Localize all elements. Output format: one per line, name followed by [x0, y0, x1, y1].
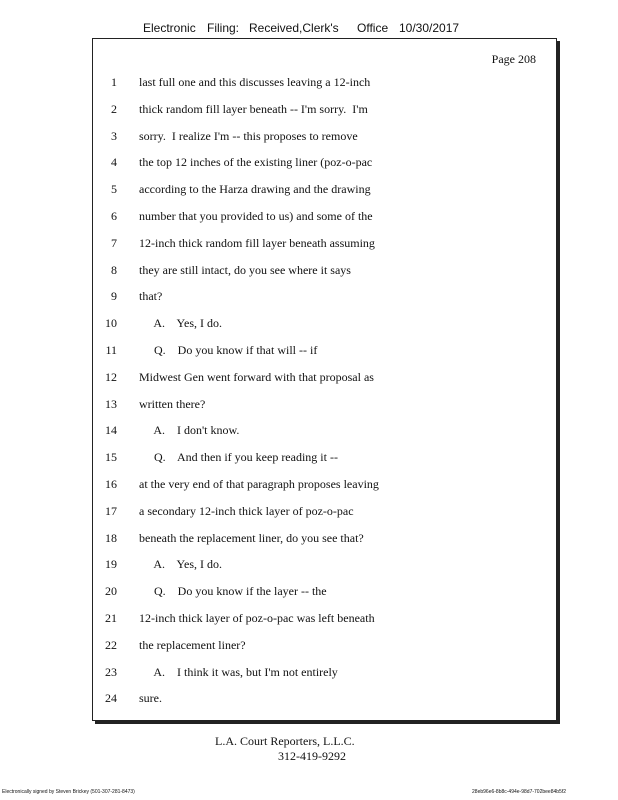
footer-phone: 312-419-9292 — [278, 749, 346, 763]
line-number: 3 — [111, 128, 117, 143]
line-number: 14 — [105, 423, 117, 438]
line-text: 12-inch thick layer of poz-o-pac was left beneath — [139, 611, 375, 625]
line-text: Q. Do you know if that will -- if — [139, 343, 318, 357]
line-text: the replacement liner? — [139, 637, 246, 652]
line-text: that? — [139, 289, 163, 304]
line-text: written there? — [139, 396, 206, 411]
line-number: 8 — [111, 262, 117, 277]
line-number: 6 — [111, 209, 117, 223]
page-number: Page 208 — [491, 52, 536, 66]
line-text: at the very end of that paragraph proposes leaving — [139, 477, 379, 491]
filing-header-filing: Filing: — [207, 21, 240, 35]
line-text: 12-inch thick random fill layer beneath assuming — [139, 235, 375, 250]
line-text: Q. Do you know if the layer -- the — [139, 584, 327, 599]
line-text: A. Yes, I do. — [139, 316, 223, 331]
signature-right: 28eb96e6-8b8c-494e-98d7-702bee84b5f2 — [472, 789, 566, 795]
line-number: 1 — [111, 75, 117, 89]
line-text: a secondary 12-inch thick layer of poz-o-pac — [139, 503, 354, 518]
line-text: A. Yes, I do. — [139, 557, 223, 572]
line-text: the top 12 inches of the existing liner (poz-o-pac — [139, 155, 373, 170]
line-number: 10 — [105, 316, 117, 331]
line-number: 23 — [105, 664, 117, 679]
filing-header-electronic: Electronic — [143, 21, 196, 35]
line-text: beneath the replacement liner, do you see that? — [139, 530, 364, 545]
line-number: 18 — [105, 530, 117, 545]
line-number: 15 — [105, 450, 117, 465]
line-number: 11 — [105, 343, 117, 357]
filing-header-date: 10/30/2017 — [399, 21, 460, 35]
line-text: A. I don't know. — [139, 423, 240, 438]
line-text: Q. And then if you keep reading it -- — [139, 450, 338, 465]
line-number: 20 — [105, 584, 117, 599]
line-number: 24 — [105, 691, 117, 706]
line-text: sure. — [139, 691, 162, 706]
filing-header-office: Office — [357, 21, 389, 35]
line-number: 5 — [111, 182, 117, 197]
filing-header-received: Received,Clerk's — [249, 21, 339, 35]
footer — [215, 734, 385, 764]
footer-company: L.A. Court Reporters, L.L.C. — [215, 734, 355, 748]
line-number: 17 — [105, 503, 117, 518]
line-text: Midwest Gen went forward with that proposal as — [139, 369, 374, 384]
line-text: they are still intact, do you see where it says — [139, 262, 351, 277]
line-text: according to the Harza drawing and the drawing — [139, 182, 371, 197]
line-number: 13 — [105, 396, 117, 411]
line-number: 4 — [111, 155, 117, 170]
line-text: number that you provided to us) and some of the — [139, 209, 373, 223]
line-number: 16 — [105, 477, 117, 491]
line-number: 7 — [111, 235, 117, 250]
line-number: 22 — [105, 637, 117, 652]
line-text: sorry. I realize I'm -- this proposes to remove — [139, 128, 358, 143]
line-text: last full one and this discusses leaving a 12-inch — [139, 75, 371, 89]
line-number: 12 — [105, 369, 117, 384]
transcript-page — [92, 38, 557, 721]
line-number: 2 — [111, 101, 117, 116]
line-text: A. I think it was, but I'm not entirely — [139, 664, 338, 679]
signature-left: Electronically signed by Steven Brickey (501-307-281-8473) — [2, 789, 135, 795]
line-number: 9 — [111, 289, 117, 304]
line-number: 19 — [105, 557, 117, 572]
line-number: 21 — [105, 611, 117, 625]
line-text: thick random fill layer beneath -- I'm sorry. I'm — [139, 101, 368, 116]
